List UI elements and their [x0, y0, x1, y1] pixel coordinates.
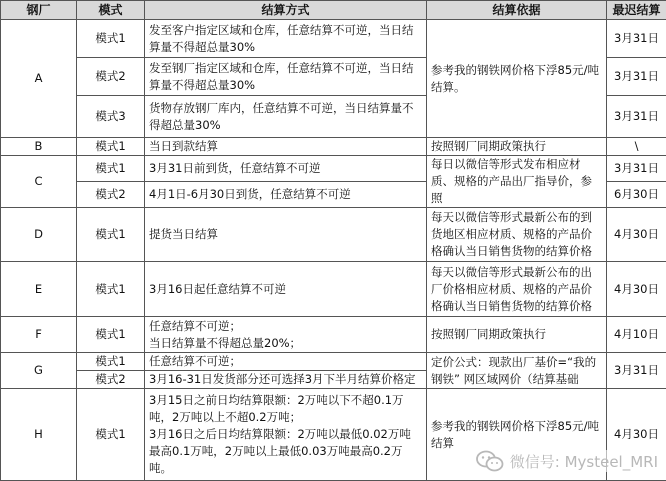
basis-cell: 每天以微信等形式最新公布的出厂价格相应材质、规格的产品价格确认当日销售货物的结算价格 — [427, 262, 607, 317]
basis-cell: 按照钢厂同期政策执行 — [427, 138, 607, 156]
table-row — [1, 138, 666, 156]
header-method: 结算方式 — [145, 1, 427, 20]
mode-cell: 模式1 — [77, 138, 145, 156]
mill-cell: D — [1, 208, 77, 262]
method-cell: 货物存放钢厂库内，任意结算不可逆，当日结算量不得超总量30% — [145, 96, 427, 138]
mill-cell: A — [1, 20, 77, 138]
mill-cell: H — [1, 389, 77, 481]
deadline-cell: 3月31日 — [607, 20, 666, 58]
deadline-cell: 3月31日 — [607, 58, 666, 96]
method-cell: 发至钢厂指定区域和仓库，任意结算不可逆，当日结算量不得超总量30% — [145, 58, 427, 96]
basis-cell: 参考我的钢铁网价格下浮85元/吨结算。 — [427, 20, 607, 138]
mode-cell: 模式1 — [77, 208, 145, 262]
method-cell: 4月1日-6月30日到货，任意结算不可逆 — [145, 182, 427, 208]
table-row — [1, 208, 666, 262]
deadline-cell: 3月31日 — [607, 156, 666, 182]
mode-cell: 模式1 — [77, 262, 145, 317]
basis-cell: 定价公式：现款出厂基价=“我的钢铁” 网区域网价（结算基础 — [427, 353, 607, 389]
table-row — [1, 353, 666, 371]
mill-cell: C — [1, 156, 77, 208]
header-mode: 模式 — [77, 1, 145, 20]
method-cell: 3月16-31日发货部分还可选择3月下半月结算价格定 — [145, 371, 427, 389]
deadline-cell: 3月31日 — [607, 96, 666, 138]
deadline-cell: 4月30日 — [607, 262, 666, 317]
mode-cell: 模式1 — [77, 353, 145, 371]
basis-cell: 每天以微信等形式最新公布的到货地区相应材质、规格的产品价格确认当日销售货物的结算价格 — [427, 208, 607, 262]
method-cell: 任意结算不可逆； 当日结算量不得超总量20%； — [145, 317, 427, 353]
header-row — [1, 1, 666, 20]
deadline-cell: 3月31日 — [607, 353, 666, 389]
mode-cell: 模式1 — [77, 317, 145, 353]
mill-cell: G — [1, 353, 77, 389]
mode-cell: 模式1 — [77, 389, 145, 481]
deadline-cell: 6月30日 — [607, 182, 666, 208]
header-mill: 钢厂 — [1, 1, 77, 20]
method-cell: 3月15日之前日均结算限额：2万吨以下不超0.1万吨，2万吨以上不超0.2万吨； 3月16日之后日均结算限额：2万吨以最低0.02万吨最高0.1万吨，2万吨以上最低0.03万吨最高0.2万吨。 — [145, 389, 427, 481]
table-row — [1, 262, 666, 317]
method-cell: 当日到款结算 — [145, 138, 427, 156]
deadline-cell: 4月30日 — [607, 389, 666, 481]
basis-cell: 按照钢厂同期政策执行 — [427, 317, 607, 353]
method-cell: 3月31日前到货，任意结算不可逆 — [145, 156, 427, 182]
deadline-cell: 4月30日 — [607, 208, 666, 262]
method-cell: 发至客户指定区域和仓库，任意结算不可逆，当日结算量不得超总量30% — [145, 20, 427, 58]
mode-cell: 模式3 — [77, 96, 145, 138]
mode-cell: 模式1 — [77, 20, 145, 58]
header-basis: 结算依据 — [427, 1, 607, 20]
deadline-cell: \ — [607, 138, 666, 156]
watermark — [476, 450, 658, 472]
mill-cell: E — [1, 262, 77, 317]
mode-cell: 模式1 — [77, 156, 145, 182]
method-cell: 提货当日结算 — [145, 208, 427, 262]
method-cell: 任意结算不可逆； — [145, 353, 427, 371]
deadline-cell: 4月10日 — [607, 317, 666, 353]
mill-cell: F — [1, 317, 77, 353]
wechat-icon — [476, 450, 504, 472]
header-deadline: 最迟结算 — [607, 1, 666, 20]
mode-cell: 模式2 — [77, 182, 145, 208]
table-row — [1, 20, 666, 58]
table-row — [1, 156, 666, 182]
mode-cell: 模式2 — [77, 58, 145, 96]
mode-cell: 模式2 — [77, 371, 145, 389]
basis-cell: 每日以微信等形式发布相应材质、规格的产品出厂指导价，参照 — [427, 156, 607, 208]
table-row — [1, 317, 666, 353]
watermark-text: 微信号: Mysteel_MRI — [510, 451, 658, 472]
basis-cell: 参考我的钢铁网价格下浮85元/吨结算 — [427, 389, 607, 481]
mill-cell: B — [1, 138, 77, 156]
method-cell: 3月16日起任意结算不可逆 — [145, 262, 427, 317]
